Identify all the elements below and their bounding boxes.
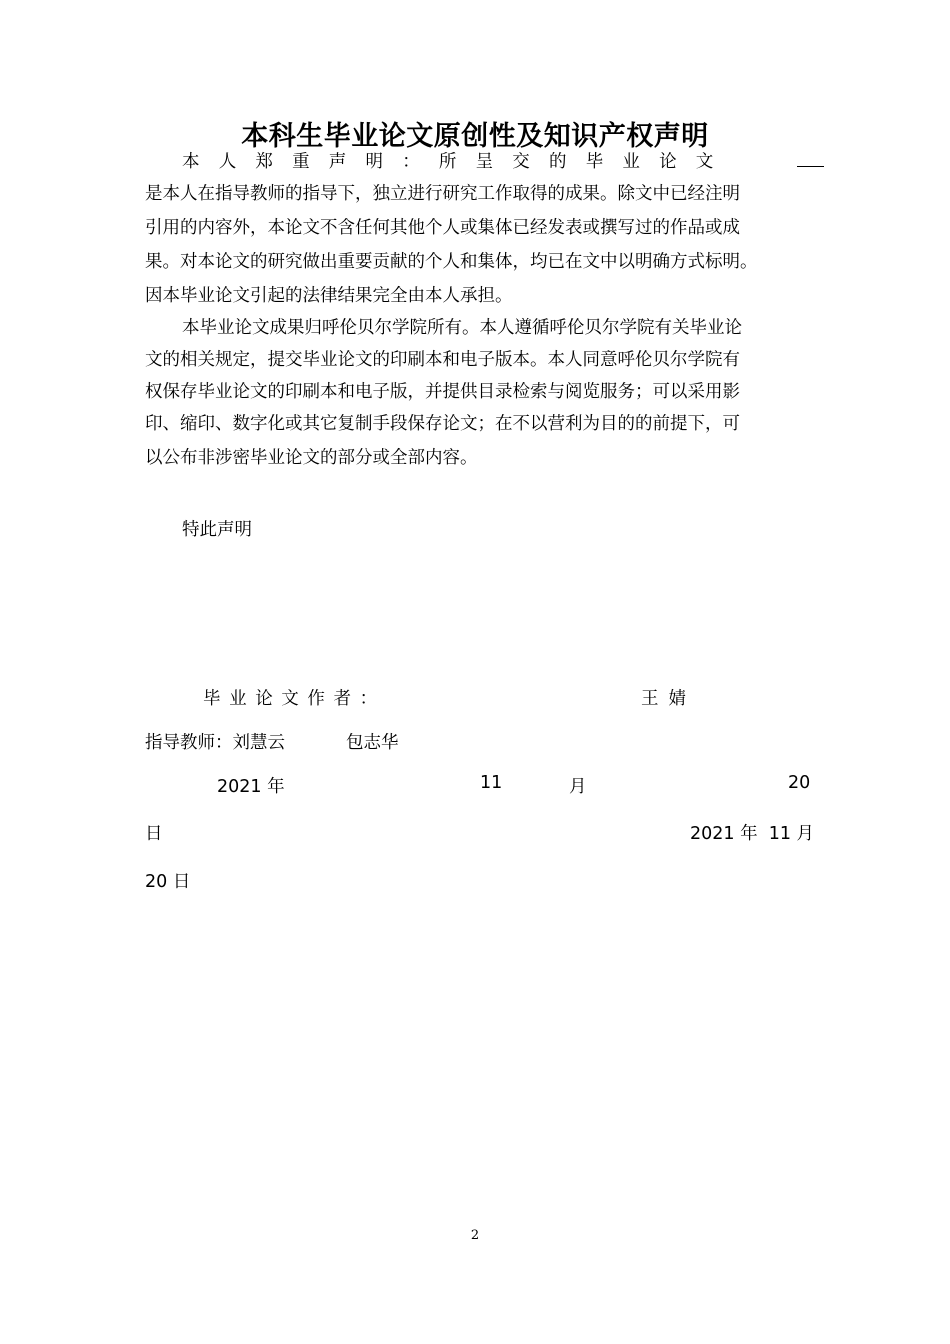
date1-day-unit: 日 xyxy=(145,824,163,844)
para2-line-2: 文的相关规定，提交毕业论文的印刷本和电子版本。本人同意呼伦贝尔学院有 xyxy=(145,350,740,370)
para1-line-2: 引用的内容外，本论文不含任何其他个人或集体已经发表或撰写过的作品或成 xyxy=(145,218,740,238)
date1-day-num: 20 xyxy=(788,773,811,793)
para2-line-1: 本毕业论文成果归呼伦贝尔学院所有。本人遵循呼伦贝尔学院有关毕业论 xyxy=(182,318,742,338)
page-number: 2 xyxy=(470,1228,480,1243)
closing-statement: 特此声明 xyxy=(182,520,252,540)
author-label: 毕业论文作者： xyxy=(203,689,386,709)
author-name: 王婧 xyxy=(641,689,696,709)
para2-line-4: 印、缩印、数字化或其它复制手段保存论文；在不以营利为目的的前提下，可 xyxy=(145,414,740,434)
page-title: 本科生毕业论文原创性及知识产权声明 xyxy=(241,121,709,152)
title-blank-underline xyxy=(797,166,824,167)
date1-year: 2021 年 xyxy=(217,777,285,797)
para1-lead: 本人郑重声明：所呈交的毕业论文 xyxy=(182,152,733,172)
para1-line-4: 因本毕业论文引起的法律结果完全由本人承担。 xyxy=(145,286,513,306)
para2-line-3: 权保存毕业论文的印刷本和电子版，并提供目录检索与阅览服务；可以采用影 xyxy=(145,382,740,402)
date1-month-unit: 月 xyxy=(569,777,587,797)
date1-month-num: 11 xyxy=(480,773,503,793)
advisor-second: 包志华 xyxy=(346,733,399,753)
date2-year-month: 2021 年 11 月 xyxy=(690,824,815,844)
para1-line-1: 是本人在指导教师的指导下，独立进行研究工作取得的成果。除文中已经注明 xyxy=(145,184,740,204)
para1-line-3: 果。对本论文的研究做出重要贡献的个人和集体，均已在文中以明确方式标明。 xyxy=(145,252,758,272)
advisor-label: 指导教师：刘慧云 xyxy=(145,733,285,753)
para2-line-5: 以公布非涉密毕业论文的部分或全部内容。 xyxy=(145,448,478,468)
date2-day: 20 日 xyxy=(145,872,191,892)
